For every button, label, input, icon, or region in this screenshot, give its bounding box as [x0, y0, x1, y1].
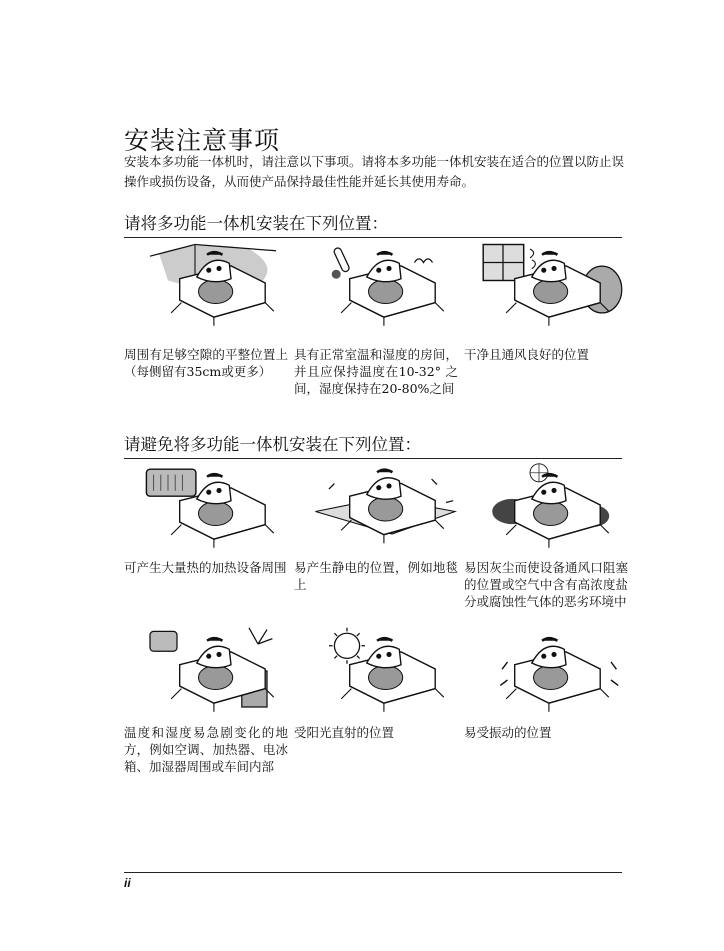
footer-rule	[124, 872, 622, 873]
caption-vibration: 易受振动的位置	[464, 725, 552, 740]
caption-room-temperature: 具有正常室温和湿度的房间，并且应保持温度在10-32° 之间，湿度保持在20-80%之间	[294, 347, 458, 396]
fax-near-humidifier-illustration	[135, 626, 300, 716]
fax-on-carpet-illustration	[305, 462, 470, 552]
caption-sunlight: 受阳光直射的位置	[294, 725, 395, 740]
fax-in-dust-illustration	[470, 462, 635, 552]
caption-open-space: 周围有足够空隙的平整位置上（每侧留有35cm或更多）	[124, 347, 288, 379]
recommended-heading: 请将多功能一体机安装在下列位置：	[124, 210, 622, 238]
caption-heater: 可产生大量热的加热设备周围	[124, 560, 287, 575]
fax-in-sunlight-illustration	[305, 626, 470, 716]
caption-temperature-change: 温度和湿度易急剧变化的地方，例如空调、加热器、电冰箱、加湿器周围或车间内部	[124, 725, 288, 774]
caption-ventilated: 干净且通风良好的位置	[464, 347, 590, 362]
page-title: 安装注意事项	[124, 125, 281, 155]
fax-with-thermometer-illustration	[305, 240, 470, 330]
fax-near-window-illustration	[470, 240, 635, 330]
intro-paragraph: 安装本多功能一体机时，请注意以下事项。请将本多功能一体机安装在适合的位置以防止误操作或损伤设备，从而使产品保持最佳性能并延长其使用寿命。	[124, 154, 625, 189]
fax-near-heater-illustration	[135, 462, 300, 552]
fax-vibrating-illustration	[470, 626, 635, 716]
caption-dust: 易因灰尘而使设备通风口阻塞的位置或空气中含有高浓度盐分或腐蚀性气体的恶劣环境中	[464, 560, 628, 609]
fax-in-open-space-illustration	[135, 240, 300, 330]
page-number: ii	[124, 876, 131, 890]
avoid-heading: 请避免将多功能一体机安装在下列位置：	[124, 431, 622, 459]
caption-static: 易产生静电的位置，例如地毯上	[294, 560, 458, 592]
